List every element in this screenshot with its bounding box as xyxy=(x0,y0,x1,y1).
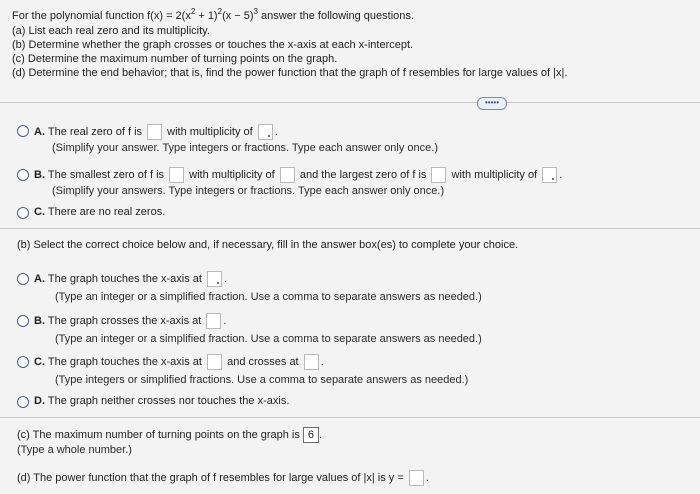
b-c-crosses-input[interactable] xyxy=(304,354,319,370)
radio-a-option-a[interactable] xyxy=(17,125,29,137)
a-option-a-hint: (Simplify your answer. Type integers or fractions. Type each answer only once.) xyxy=(52,142,438,154)
b-option-b-line: B. The graph crosses the x-axis at . xyxy=(34,313,226,329)
divider xyxy=(0,228,700,229)
question-part-a: (a) List each real zero and its multiplicity. xyxy=(12,25,210,37)
b-option-a-hint: (Type an integer or a simplified fraction. Use a comma to separate answers as needed.) xyxy=(55,291,482,303)
b-option-d-line: D. The graph neither crosses nor touches the x-axis. xyxy=(34,395,290,407)
part-c-line: (c) The maximum number of turning points on the graph is 6 . xyxy=(17,428,322,441)
divider xyxy=(0,417,700,418)
more-button[interactable]: ••••• xyxy=(477,97,507,110)
radio-b-option-c[interactable] xyxy=(17,356,29,368)
a-option-a-line: A. The real zero of f is with multiplicity of . xyxy=(34,124,278,140)
b-option-b-hint: (Type an integer or a simplified fraction. Use a comma to separate answers as needed.) xyxy=(55,333,482,345)
question-part-d: (d) Determine the end behavior; that is, find the power function that the graph of f resembles for large values of |x|. xyxy=(12,67,568,79)
a-largest-zero-input[interactable] xyxy=(431,167,446,183)
a-zero-input[interactable] xyxy=(147,124,162,140)
b-option-a-line: A. The graph touches the x-axis at . xyxy=(34,271,227,287)
radio-b-option-d[interactable] xyxy=(17,396,29,408)
a-option-b-hint: (Simplify your answers. Type integers or fractions. Type each answer only once.) xyxy=(52,185,445,197)
b-touches-input[interactable] xyxy=(207,271,222,287)
radio-a-option-b[interactable] xyxy=(17,169,29,181)
question-part-b: (b) Determine whether the graph crosses or touches the x-axis at each x-intercept. xyxy=(12,39,414,51)
question-part-c: (c) Determine the maximum number of turning points on the graph. xyxy=(12,53,338,65)
a-smallest-multiplicity-input[interactable] xyxy=(280,167,295,183)
radio-b-option-a[interactable] xyxy=(17,273,29,285)
power-function-input[interactable] xyxy=(409,470,424,486)
a-option-b-line: B. The smallest zero of f is with multiplicity of and the largest zero of f is with multiplicity of . xyxy=(34,167,562,183)
a-option-c-line: C. There are no real zeros. xyxy=(34,206,166,218)
part-c-hint: (Type a whole number.) xyxy=(17,444,132,456)
turning-points-answer[interactable]: 6 xyxy=(303,427,319,443)
a-multiplicity-input[interactable] xyxy=(258,124,273,140)
radio-a-option-c[interactable] xyxy=(17,207,29,219)
b-option-c-line: C. The graph touches the x-axis at and crosses at . xyxy=(34,354,324,370)
part-d-line: (d) The power function that the graph of f resembles for large values of |x| is y = . xyxy=(17,470,429,486)
a-smallest-zero-input[interactable] xyxy=(169,167,184,183)
part-b-prompt: (b) Select the correct choice below and, if necessary, fill in the answer box(es) to complete your choice. xyxy=(17,239,519,251)
radio-b-option-b[interactable] xyxy=(17,315,29,327)
question-stem: For the polynomial function $f(x) = 2(x^2 + 1)^2(x - 5)^3$ answer the following questions. xyxy=(12,7,414,22)
b-crosses-input[interactable] xyxy=(206,313,221,329)
b-c-touches-input[interactable] xyxy=(207,354,222,370)
divider xyxy=(0,102,700,103)
b-option-c-hint: (Type integers or simplified fractions. Use a comma to separate answers as needed.) xyxy=(55,374,469,386)
a-largest-multiplicity-input[interactable] xyxy=(542,167,557,183)
